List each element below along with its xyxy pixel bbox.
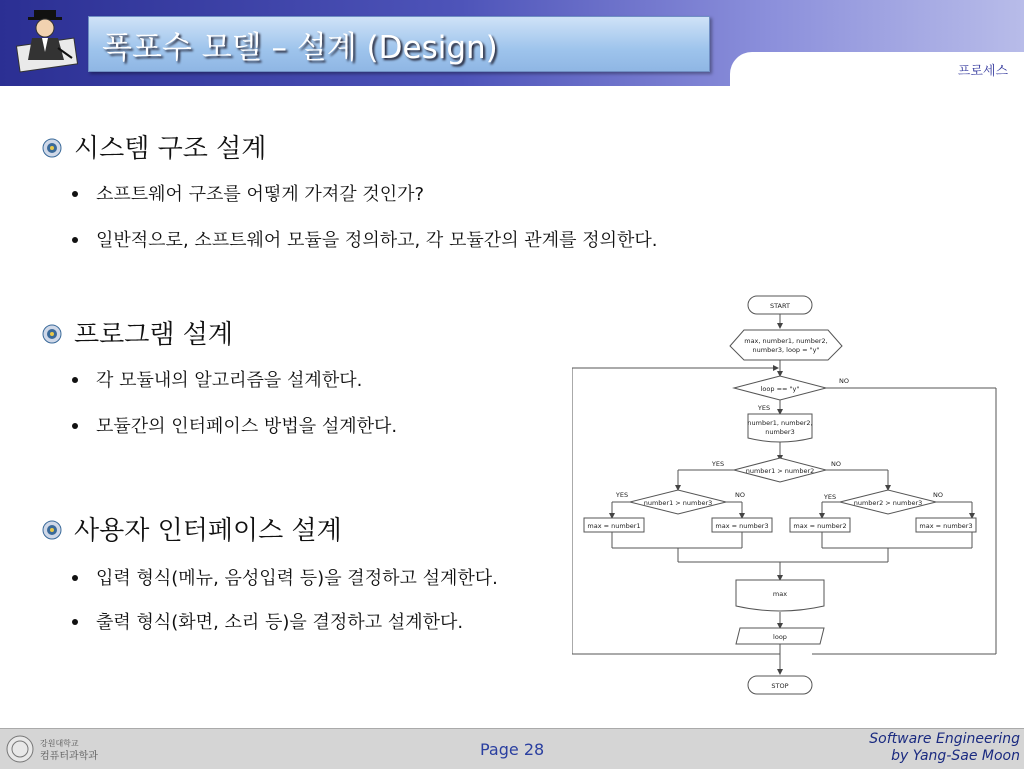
svg-text:YES: YES: [615, 491, 629, 499]
svg-text:number1, number2,: number1, number2,: [747, 419, 813, 427]
course-name: Software Engineering: [869, 731, 1020, 747]
svg-text:loop: loop: [773, 633, 787, 641]
section-tab-label: 프로세스: [957, 64, 1008, 79]
svg-text:max = number3: max = number3: [919, 522, 973, 530]
svg-text:START: START: [769, 302, 791, 310]
svg-text:number3: number3: [765, 428, 795, 436]
section-heading-1: 시스템 구조 설계: [42, 128, 266, 165]
page-number: Page 28: [480, 740, 545, 759]
list-item: 소프트웨어 구조를 어떻게 가져갈 것인가?: [72, 180, 424, 206]
footer-credit: [869, 731, 1020, 765]
list-item: 입력 형식(메뉴, 음성입력 등)을 결정하고 설계한다.: [72, 564, 498, 590]
svg-text:max = number3: max = number3: [715, 522, 769, 530]
professor-clipart-icon: [14, 8, 80, 74]
section-heading-2: 프로그램 설계: [42, 314, 233, 351]
author-name: by Yang-Sae Moon: [891, 748, 1020, 764]
list-item: 일반적으로, 소프트웨어 모듈을 정의하고, 각 모듈간의 관계를 정의한다.: [72, 226, 657, 252]
svg-text:number1 > number3: number1 > number3: [643, 499, 713, 507]
slide-title: 폭포수 모델 – 설계 (Design): [102, 30, 498, 66]
svg-text:YES: YES: [823, 493, 837, 501]
list-item: 출력 형식(화면, 소리 등)을 결정하고 설계한다.: [72, 608, 463, 634]
svg-text:loop == "y": loop == "y": [760, 385, 800, 393]
university-emblem-bullet-icon: [42, 138, 62, 158]
svg-text:number2 > number3: number2 > number3: [853, 499, 923, 507]
svg-text:NO: NO: [831, 460, 841, 468]
svg-text:max: max: [772, 590, 788, 598]
svg-text:YES: YES: [711, 460, 725, 468]
flowchart: [572, 294, 1000, 702]
university-logo: [4, 732, 104, 766]
svg-text:YES: YES: [757, 404, 771, 412]
svg-text:number3, loop = "y": number3, loop = "y": [752, 346, 820, 354]
svg-text:NO: NO: [839, 377, 849, 385]
svg-text:강원대학교: 강원대학교: [40, 739, 79, 748]
svg-text:NO: NO: [735, 491, 745, 499]
svg-text:컴퓨터과학과: 컴퓨터과학과: [40, 751, 98, 762]
section-heading-3: 사용자 인터페이스 설계: [42, 510, 342, 547]
list-item: 모듈간의 인터페이스 방법을 설계한다.: [72, 412, 397, 438]
university-emblem-bullet-icon: [42, 324, 62, 344]
svg-text:max = number1: max = number1: [587, 522, 641, 530]
svg-text:STOP: STOP: [771, 682, 789, 690]
svg-text:NO: NO: [933, 491, 943, 499]
university-emblem-bullet-icon: [42, 520, 62, 540]
list-item: 각 모듈내의 알고리즘을 설계한다.: [72, 366, 362, 392]
svg-text:number1 > number2: number1 > number2: [745, 467, 815, 475]
svg-text:max = number2: max = number2: [793, 522, 847, 530]
svg-text:max, number1, number2,: max, number1, number2,: [744, 337, 828, 345]
flow-input-node: [730, 330, 842, 360]
